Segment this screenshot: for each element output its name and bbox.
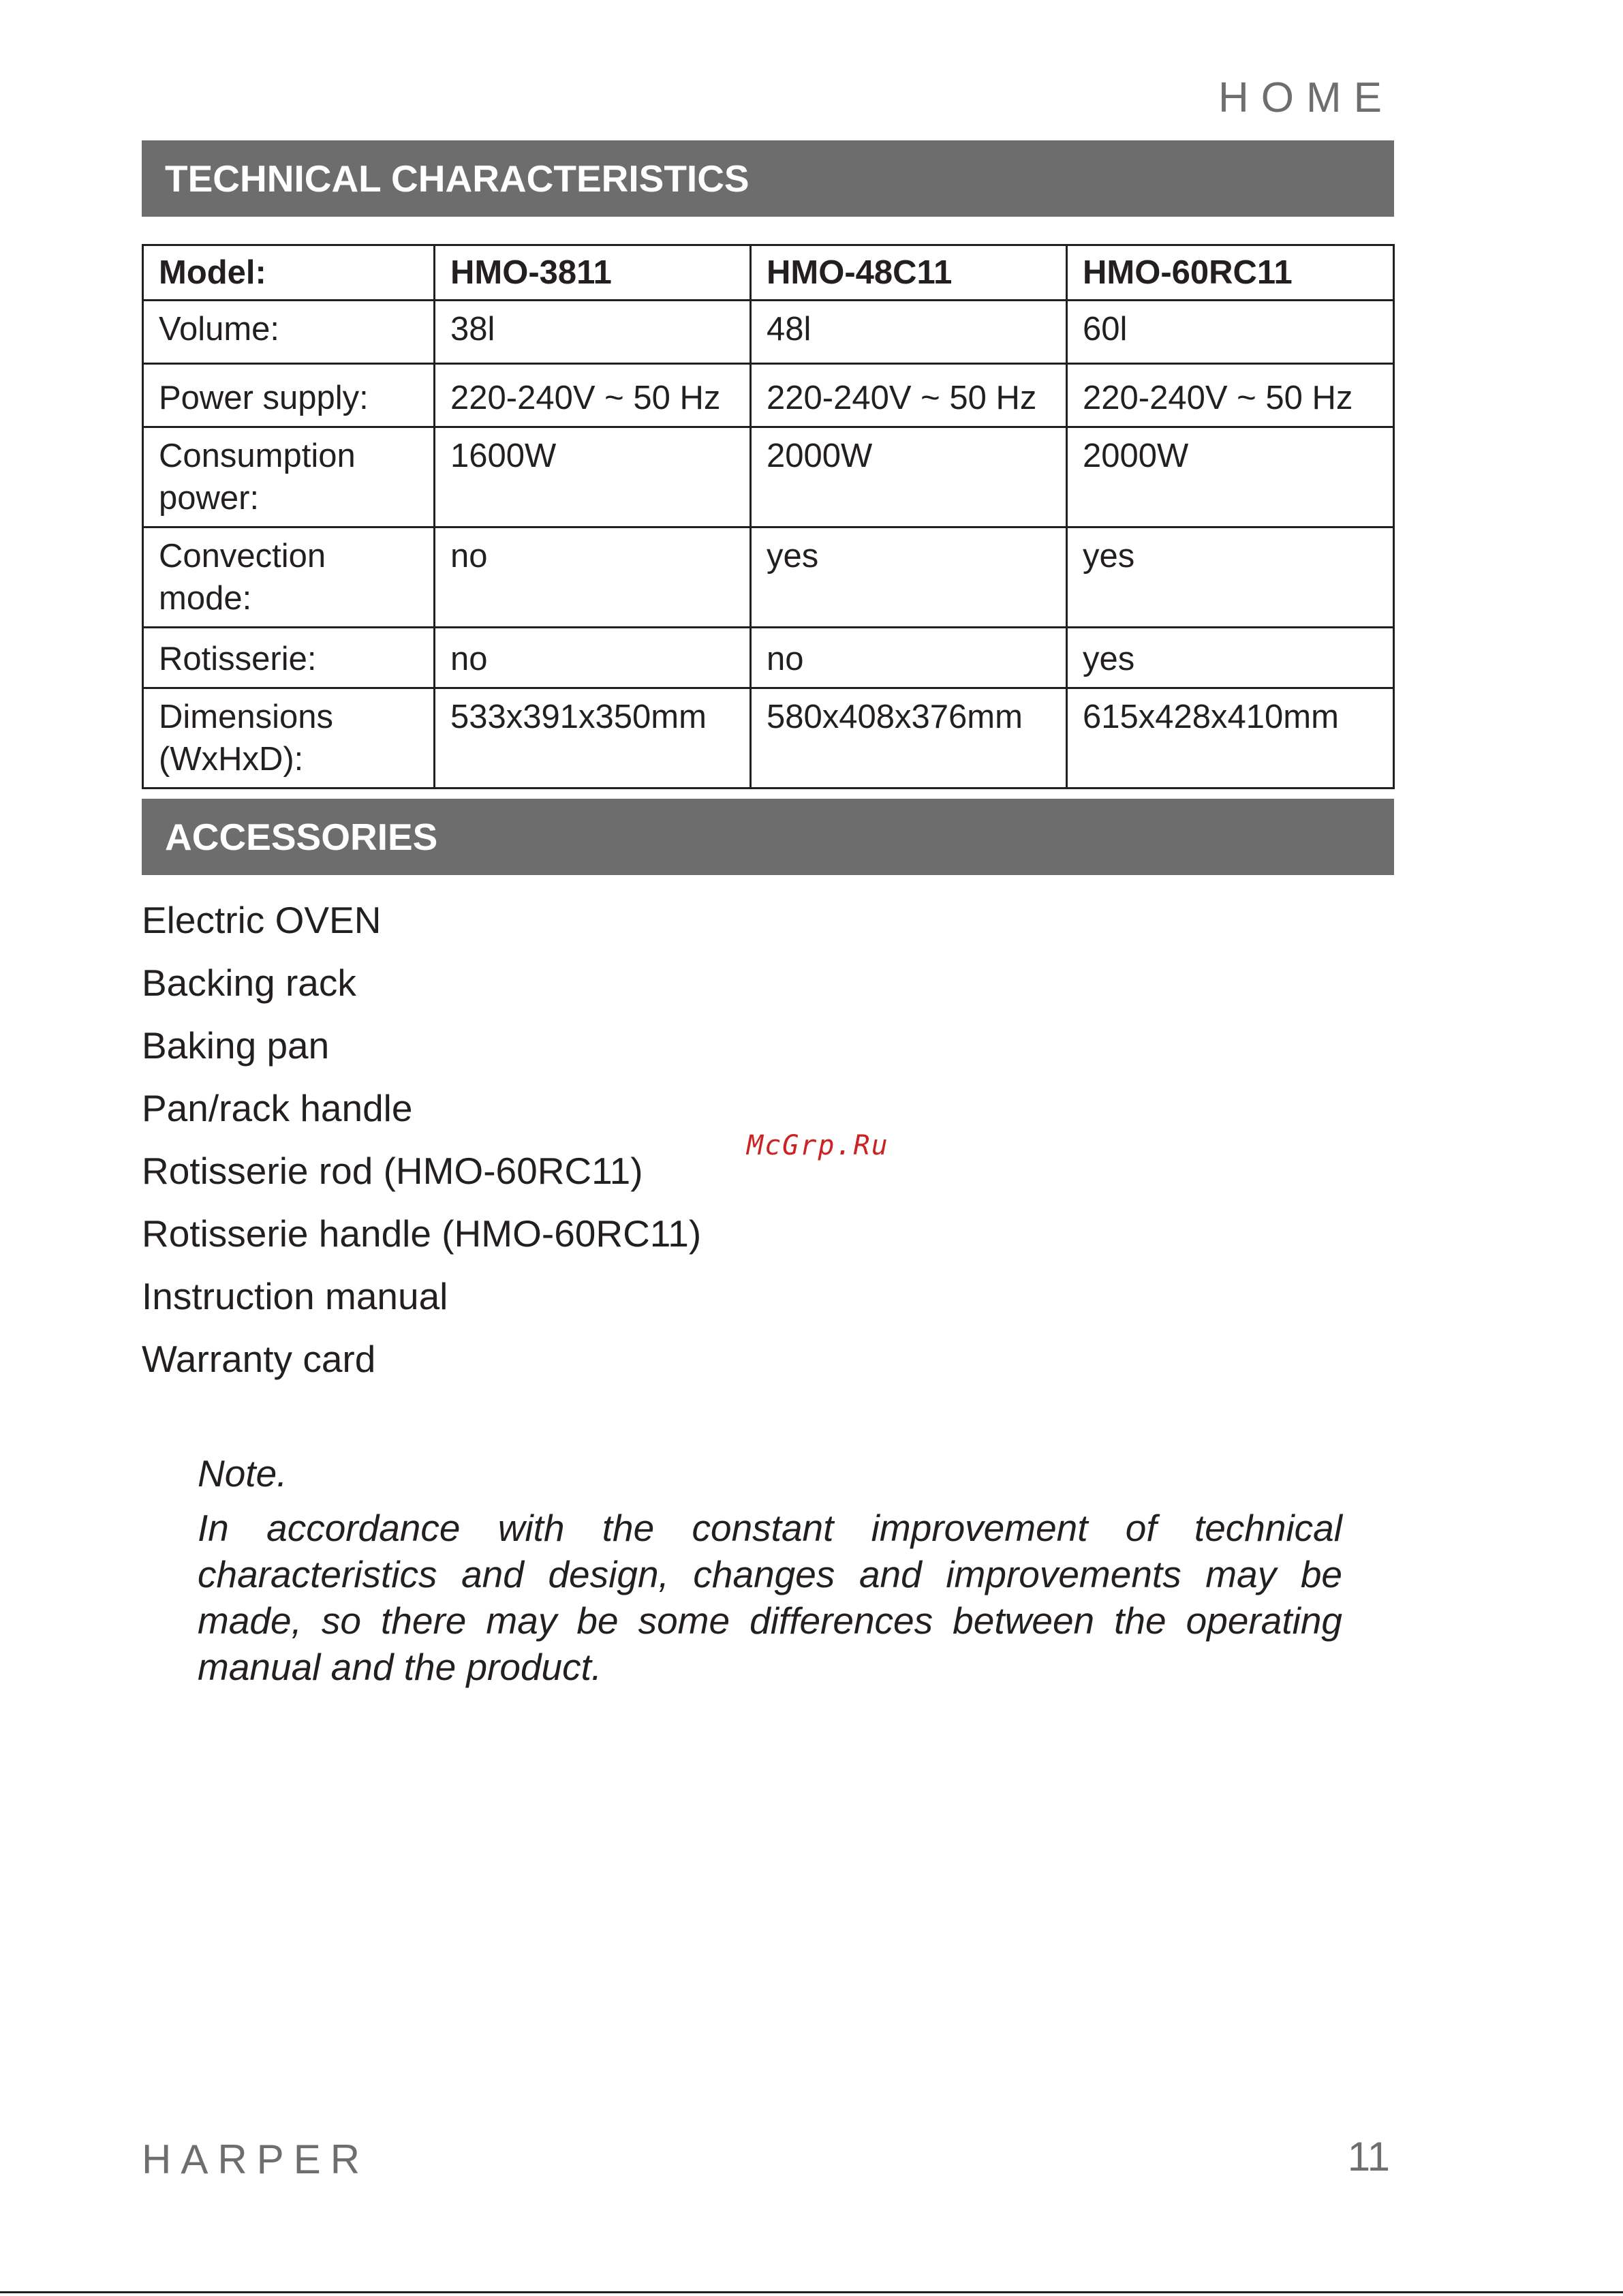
header-cell: HMO-60RC11 [1067, 245, 1394, 301]
table-cell: 615x428x410mm [1067, 688, 1394, 789]
row-label: Rotisserie: [143, 628, 435, 688]
list-item: Rotisserie rod (HMO-60RC11) [142, 1150, 643, 1192]
note-block [198, 1450, 1342, 1690]
harper-brand-logo: HARPER [142, 2137, 370, 2182]
specs-table [142, 244, 1395, 789]
table-cell: 1600W [435, 427, 751, 527]
table-cell: 2000W [751, 427, 1067, 527]
watermark: McGrp.Ru [747, 1130, 889, 1161]
accessories-heading: ACCESSORIES [142, 799, 1394, 875]
table-cell: 220-240V ~ 50 Hz [751, 364, 1067, 427]
table-row [143, 688, 1394, 789]
table-cell: no [435, 527, 751, 628]
table-header-row [143, 245, 1394, 301]
page-number: 11 [1347, 2134, 1390, 2179]
row-label: Volume: [143, 301, 435, 364]
table-row [143, 427, 1394, 527]
table-row [143, 301, 1394, 364]
bottom-divider [0, 2291, 1623, 2293]
table-cell: yes [1067, 628, 1394, 688]
technical-characteristics-heading: TECHNICAL CHARACTERISTICS [142, 140, 1394, 217]
table-cell: 220-240V ~ 50 Hz [435, 364, 751, 427]
table-cell: 60l [1067, 301, 1394, 364]
table-row [143, 628, 1394, 688]
table-cell: no [751, 628, 1067, 688]
table-cell: 580x408x376mm [751, 688, 1067, 789]
note-body: In accordance with the constant improvement of technical characteristics and design, changes and improvements may be made, so there may be some differences between the operating manual and the product. [198, 1507, 1342, 1688]
header-cell: Model: [143, 245, 435, 301]
list-item: Pan/rack handle [142, 1087, 413, 1129]
table-cell: 220-240V ~ 50 Hz [1067, 364, 1394, 427]
header-cell: HMO-3811 [435, 245, 751, 301]
row-label: Convection mode: [143, 527, 435, 628]
list-item: Baking pan [142, 1024, 330, 1067]
table-cell: yes [751, 527, 1067, 628]
row-label: Power supply: [143, 364, 435, 427]
table-row [143, 527, 1394, 628]
row-label: Dimensions (WxHxD): [143, 688, 435, 789]
table-cell: 48l [751, 301, 1067, 364]
list-item: Instruction manual [142, 1275, 448, 1317]
row-label: Consumption power: [143, 427, 435, 527]
table-cell: no [435, 628, 751, 688]
home-brand-logo: HOME [1218, 74, 1394, 121]
accessories-list [142, 889, 701, 1390]
table-cell: yes [1067, 527, 1394, 628]
list-item: Rotisserie handle (HMO-60RC11) [142, 1212, 702, 1255]
header-cell: HMO-48C11 [751, 245, 1067, 301]
note-title: Note. [198, 1452, 288, 1495]
list-item: Electric OVEN [142, 899, 382, 941]
table-cell: 2000W [1067, 427, 1394, 527]
table-cell: 38l [435, 301, 751, 364]
table-row [143, 364, 1394, 427]
list-item: Warranty card [142, 1338, 376, 1380]
list-item: Backing rack [142, 962, 356, 1004]
table-cell: 533x391x350mm [435, 688, 751, 789]
